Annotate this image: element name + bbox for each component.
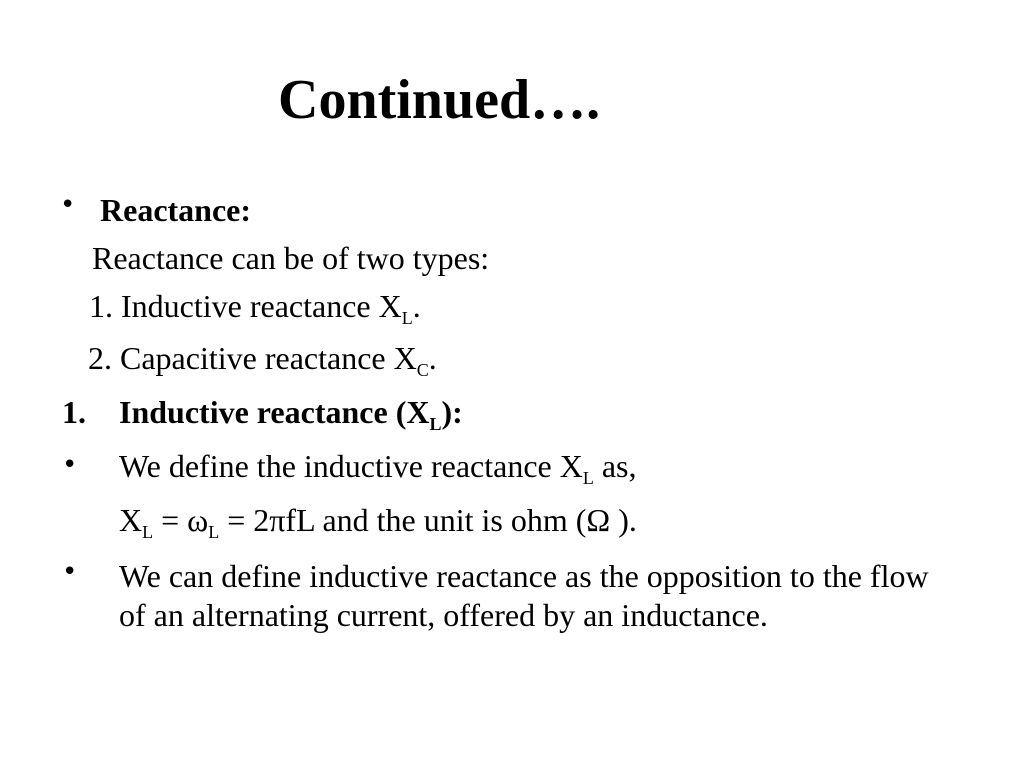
section-heading-text: Inductive reactance (X — [119, 394, 430, 430]
formula-x: X — [119, 502, 143, 538]
type-inductive-text: 1. Inductive reactance X — [89, 288, 402, 324]
formula-line — [119, 501, 637, 544]
slide-title: Continued…. — [278, 69, 601, 131]
define-line — [119, 447, 637, 490]
define-text: We define the inductive reactance X — [119, 448, 583, 484]
formula-omega-subscript: L — [208, 522, 220, 542]
formula-rest: = 2πfL and the unit is ohm (Ω ). — [219, 502, 637, 538]
bullet-icon: • — [62, 557, 78, 587]
type-capacitive-end: . — [428, 340, 437, 376]
section-number: 1. — [62, 394, 86, 430]
type-capacitive-subscript: C — [416, 360, 429, 380]
section-heading — [119, 393, 463, 436]
definition-paragraph: We can define inductive reactance as the opposition to the flow of an alternating current, offered by an inductance. — [119, 558, 929, 633]
formula-omega: = ω — [153, 502, 209, 538]
define-end: as, — [593, 448, 637, 484]
section-heading-end: ): — [441, 394, 463, 430]
section-heading-subscript: L — [429, 414, 442, 434]
reactance-type-inductive — [89, 287, 421, 330]
type-capacitive-text: 2. Capacitive reactance X — [88, 340, 417, 376]
type-inductive-subscript: L — [401, 308, 413, 328]
bullet-icon: • — [60, 190, 76, 220]
reactance-intro: Reactance can be of two types: — [92, 240, 490, 276]
reactance-heading: Reactance: — [100, 192, 252, 228]
define-subscript: L — [582, 468, 594, 488]
reactance-type-capacitive — [88, 339, 437, 382]
formula-x-subscript: L — [142, 522, 154, 542]
bullet-icon: • — [62, 450, 78, 480]
type-inductive-end: . — [412, 288, 421, 324]
